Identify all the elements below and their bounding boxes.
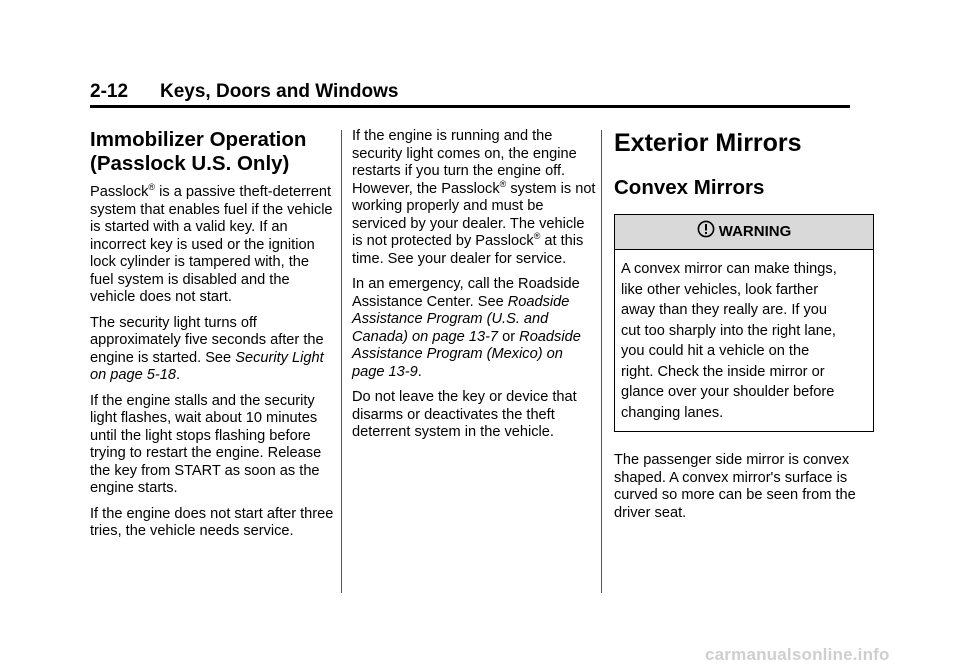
section-heading-line2: (Passlock U.S. Only) <box>90 152 290 175</box>
xref-roadside-us-canada[interactable]: Roadside Assistance Program (U.S. and Canada) on page 13-7 <box>352 293 570 345</box>
warning-icon <box>697 220 715 243</box>
warning-header <box>615 215 873 250</box>
warning-line: away than they really are. If you <box>621 302 828 318</box>
paragraph-passenger-mirror: The passenger side mirror is convex shaped. A convex mirror's surface is curved so more can be seen from the driver seat. <box>614 452 856 521</box>
column-divider-1 <box>341 130 342 593</box>
warning-line: cut too sharply into the right lane, <box>621 322 836 339</box>
paragraph-key-device: Do not leave the key or device that disarms or deactivates the theft deterrent system in the vehicle. <box>352 389 577 440</box>
warning-text <box>615 250 873 431</box>
warning-line: A convex mirror can make things, <box>621 261 837 277</box>
paragraph-security-light: The security light turns off approximately five seconds after the engine is started. See Security Light on page 5-18. <box>90 314 324 383</box>
paragraph-emergency: In an emergency, call the Roadside Assistance Center. See Roadside Assistance Program (U.S. and Canada) on page 13-7 or Roadside Assistance Program (Mexico) on page 13-9. <box>352 276 581 380</box>
chapter-heading-exterior-mirrors: Exterior Mirrors <box>614 129 802 157</box>
warning-box <box>614 214 874 432</box>
registered-mark: ® <box>533 231 541 242</box>
warning-line: changing lanes. <box>621 404 724 421</box>
warning-label: WARNING <box>718 223 792 241</box>
column-3 <box>614 128 858 530</box>
subheading-convex-mirrors: Convex Mirrors <box>614 176 765 199</box>
paragraph-engine-stalls: If the engine stalls and the security light flashes, wait about 10 minutes until the light stops flashing before trying to restart the engine. Release the key from START as soon as the engine starts. <box>90 392 322 496</box>
warning-line: right. Check the inside mirror or <box>621 363 825 380</box>
paragraph-engine-running: If the engine is running and the security light comes on, the engine restarts if you turn the engine off. However, the Passlock® system is not working properly and must be serviced by your dealer. The vehicle is not protected by Passlock® at this time. See your dealer for service. <box>352 128 596 267</box>
warning-line: you could hit a vehicle on the <box>621 343 810 359</box>
column-2 <box>352 128 596 450</box>
section-heading-line1: Immobilizer Operation <box>90 128 307 151</box>
warning-line: like other vehicles, look farther <box>621 281 819 298</box>
page-header <box>90 79 850 108</box>
chapter-title: Keys, Doors and Windows <box>160 81 399 102</box>
column-1 <box>90 128 334 549</box>
paragraph-passlock-intro: Passlock® is a passive theft-deterrent system that enables fuel if the vehicle is started with a valid key. If an incorrect key is used or the ignition lock cylinder is tampered with, the fuel system is disabled and the vehicle does not start. <box>90 182 333 305</box>
xref-roadside-mexico[interactable]: Roadside Assistance Program (Mexico) on page 13-9 <box>352 328 581 380</box>
warning-line: glance over your shoulder before <box>621 384 835 400</box>
paragraph-three-tries: If the engine does not start after three tries, the vehicle needs service. <box>90 505 334 539</box>
column-divider-2 <box>601 130 602 593</box>
page-number: 2-12 <box>90 81 129 102</box>
watermark-logo: carmanualsonline.info <box>705 645 890 664</box>
xref-security-light[interactable]: Security Light on page 5-18 <box>90 349 324 383</box>
section-heading-immobilizer <box>90 128 334 176</box>
registered-mark: ® <box>499 178 507 189</box>
registered-mark: ® <box>148 182 156 193</box>
